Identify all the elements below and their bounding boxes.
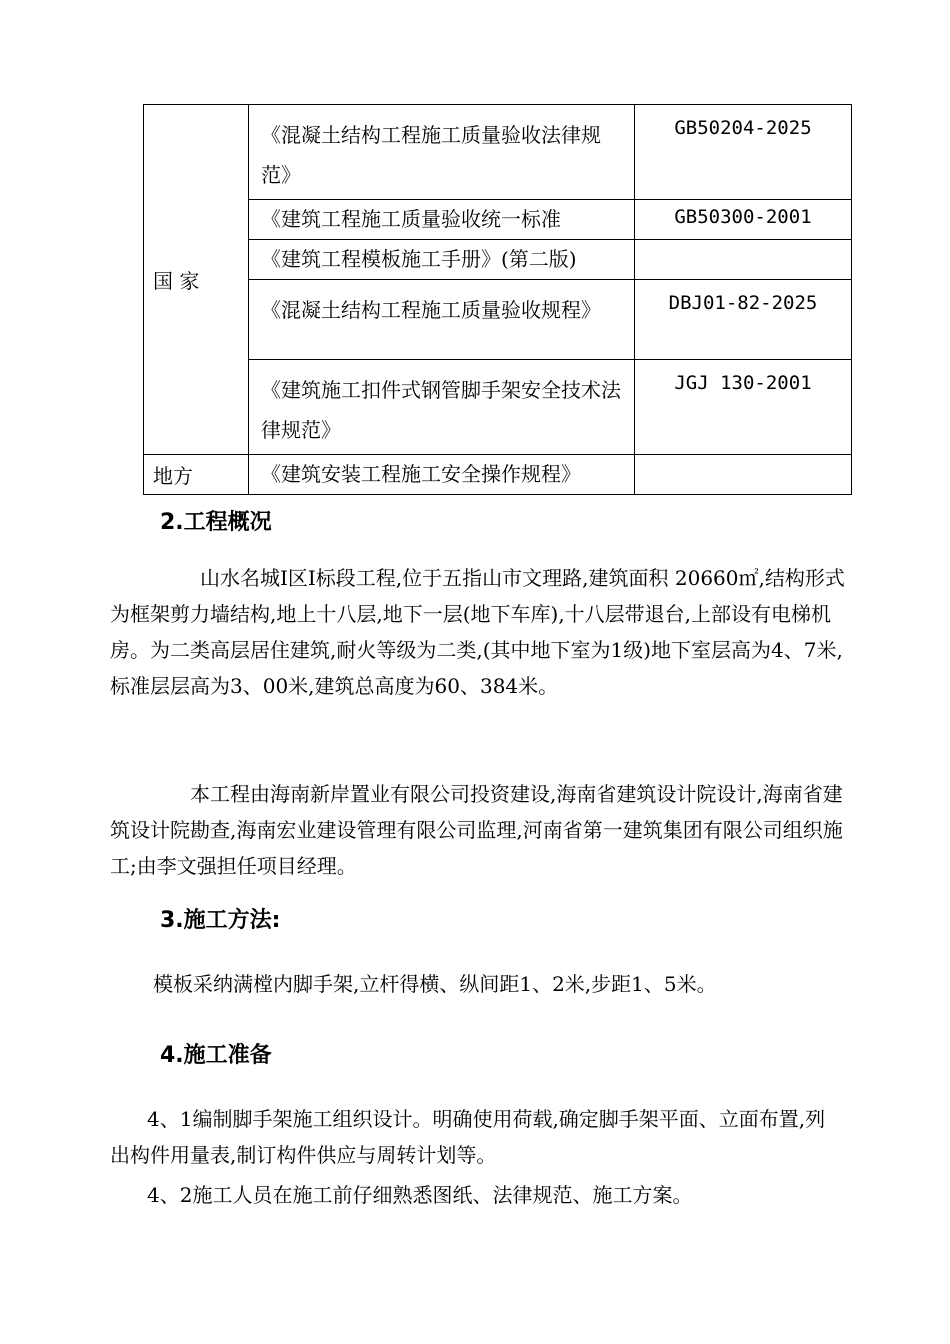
- category-national: 国 家: [144, 105, 249, 455]
- section-heading-method: 3.施工方法:: [160, 908, 281, 933]
- standard-code: DBJ01-82-2025: [635, 280, 852, 360]
- section-heading-prep: 4.施工准备: [160, 1043, 272, 1068]
- standard-code: GB50300-2001: [635, 200, 852, 240]
- overview-paragraph-2: 本工程由海南新岸置业有限公司投资建设,海南省建筑设计院设计,海南省建筑设计院勘查,海南宏业建设管理有限公司监理,河南省第一建筑集团有限公司组织施工;由李文强担任项目经理。: [110, 782, 843, 878]
- standard-name: 《混凝土结构工程施工质量验收法律规范》: [249, 105, 635, 200]
- standards-table: [143, 104, 852, 495]
- table-row: [144, 280, 852, 360]
- table-row: [144, 455, 852, 495]
- table-row: [144, 105, 852, 200]
- overview-paragraph-1: 山水名城Ⅰ区Ⅰ标段工程,位于五指山市文理路,建筑面积 20660㎡,结构形式为框架剪力墙结构,地上十八层,地下一层(地下车库),十八层带退台,上部设有电梯机房。为二类高层居住建筑,耐火等级为二类,(其中地下室为1级)地下室层高为4、7米,标准层层高为3、00米,建筑总高度为60、384米。: [110, 566, 845, 698]
- standard-name: 《建筑工程施工质量验收统一标准: [249, 200, 635, 240]
- table-row: [144, 360, 852, 455]
- method-paragraph: 模板采纳满樘内脚手架,立杆得横、纵间距1、2米,步距1、5米。: [153, 972, 717, 996]
- category-local: 地方: [144, 455, 249, 495]
- standard-name: 《建筑施工扣件式钢管脚手架安全技术法律规范》: [249, 360, 635, 455]
- prep-paragraph-2: 4、2施工人员在施工前仔细熟悉图纸、法律规范、施工方案。: [147, 1183, 693, 1207]
- standard-code: JGJ 130-2001: [635, 360, 852, 455]
- table-row: [144, 240, 852, 280]
- prep-paragraph-1: 4、1编制脚手架施工组织设计。明确使用荷载,确定脚手架平面、立面布置,列出构件用量表,制订构件供应与周转计划等。: [110, 1107, 826, 1167]
- standard-name: 《建筑工程模板施工手册》(第二版): [249, 240, 635, 280]
- section-heading-overview: 2.工程概况: [160, 510, 272, 535]
- standard-code: [635, 455, 852, 495]
- table-row: [144, 200, 852, 240]
- standard-name: 《混凝土结构工程施工质量验收规程》: [249, 280, 635, 360]
- standard-code: GB50204-2025: [635, 105, 852, 200]
- standard-name: 《建筑安装工程施工安全操作规程》: [249, 455, 635, 495]
- standard-code: [635, 240, 852, 280]
